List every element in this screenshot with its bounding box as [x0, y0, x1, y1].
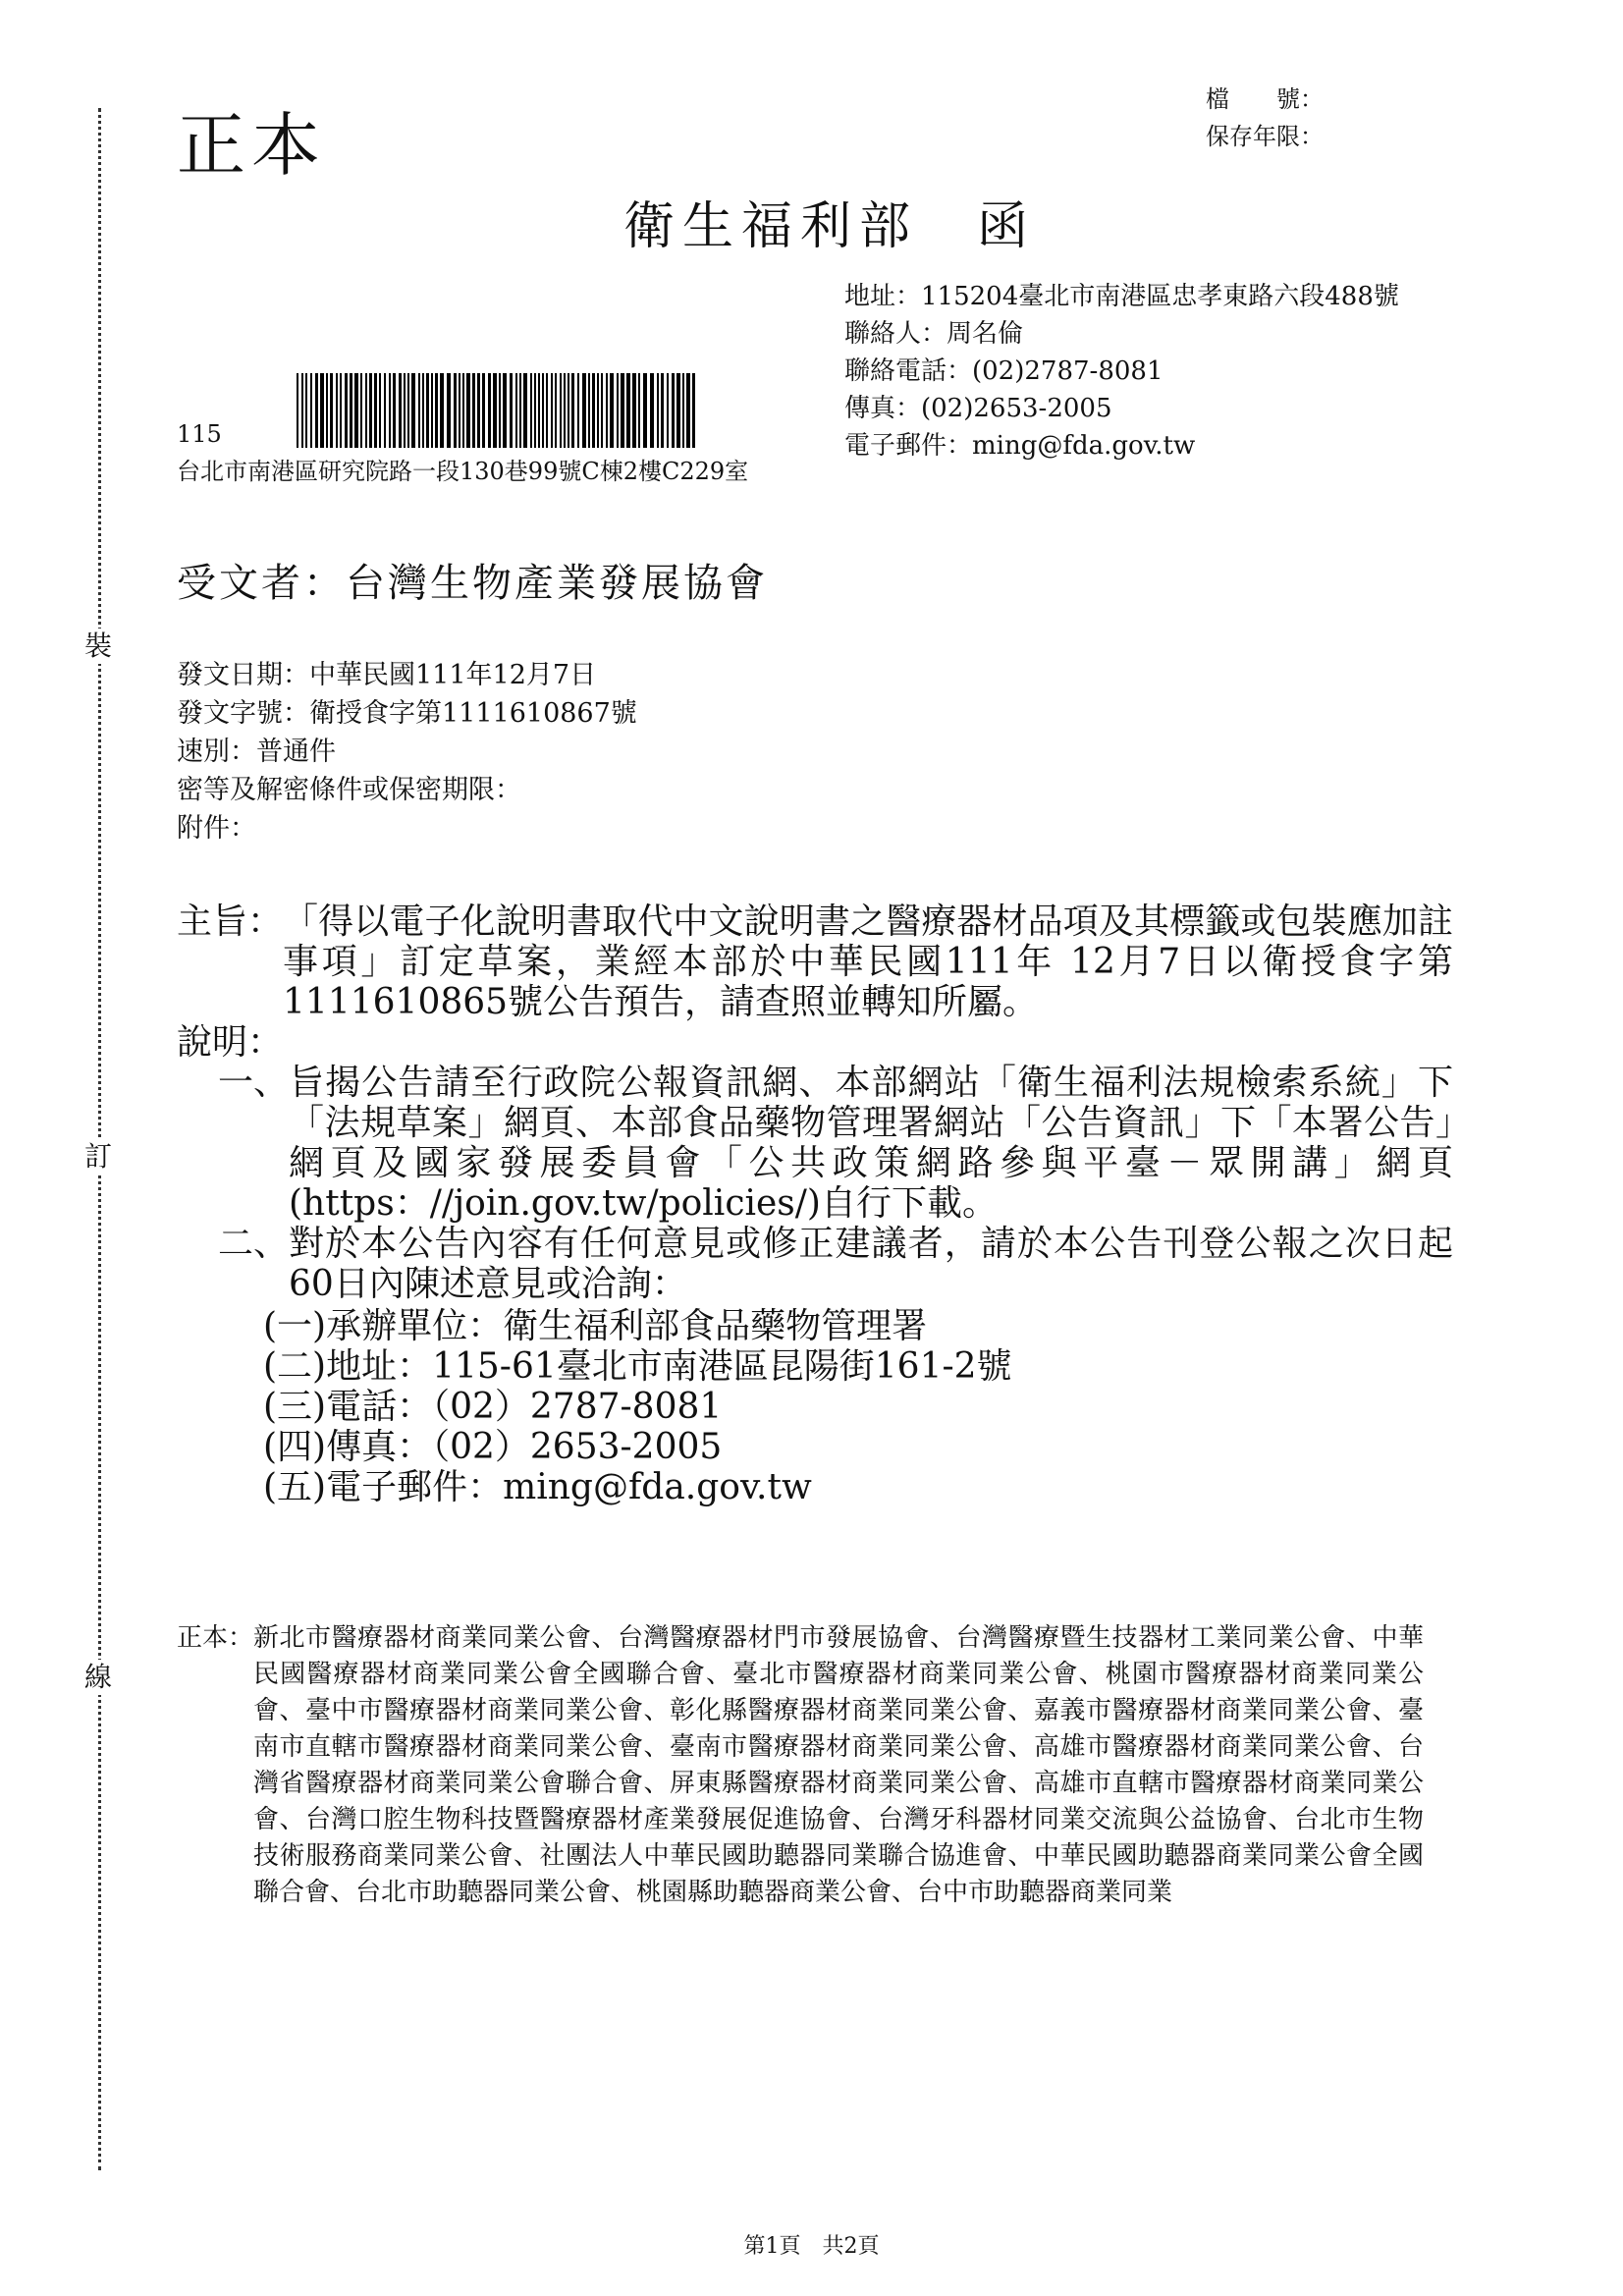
barcode-bar [301, 373, 303, 448]
barcode-bar [515, 373, 517, 448]
barcode-bar [350, 373, 352, 448]
barcode-bar [661, 373, 664, 448]
barcode-bar [360, 373, 362, 448]
barcode-bar [345, 373, 348, 448]
barcode-bar [676, 373, 680, 448]
sender-address: 地址：115204臺北市南港區忠孝東路六段488號 [844, 282, 1399, 311]
barcode-bar [534, 373, 536, 448]
barcode-bar [692, 373, 695, 448]
barcode-bar [601, 373, 603, 448]
document-meta [177, 656, 637, 847]
barcode-bar [477, 373, 480, 448]
sub-item-phone: (三)電話：（02）2787-8081 [263, 1387, 723, 1427]
barcode-bar [315, 373, 318, 448]
explanation-item-1 [177, 1063, 1453, 1224]
delivery-speed: 速別：普通件 [177, 737, 336, 767]
barcode-bar [393, 373, 396, 448]
barcode-bar [320, 373, 324, 448]
binding-mark-ding: 訂 [81, 1139, 116, 1175]
barcode-bar [407, 373, 409, 448]
copy-to-list: 新北市醫療器材商業同業公會、台灣醫療器材門市發展協會、台灣醫療暨生技器材工業同業公會、中華民國醫療器材商業同業公會全國聯合會、臺北市醫療器材商業同業公會、桃園市醫療器材商業同業公會、臺中市醫療器材商業同業公會、彰化縣醫療器材商業同業公會、嘉義市醫療器材商業同業公會、臺南市直轄市醫療器材商業同業公會、臺南市醫療器材商業同業公會、高雄市醫療器材商業同業公會、台灣省醫療器材商業同業公會聯合會、屏東縣醫療器材商業同業公會、高雄市直轄市醫療器材商業同業公會、台灣口腔生物科技暨醫療器材產業發展促進協會、台灣牙科器材同業交流與公益協會、台北市生物技術服務商業同業公會、社團法人中華民國助聽器同業聯合協進會、中華民國助聽器商業同業公會全國聯合會、台北市助聽器同業公會、桃園縣助聽器商業公會、台中市助聽器商業同業 [253, 1623, 1424, 1907]
barcode-bar [564, 373, 566, 448]
barcode-bar [472, 373, 475, 448]
document-title: 衛生福利部 函 [623, 197, 1037, 256]
contact-sub-list [177, 1306, 1453, 1507]
barcode-bar [369, 373, 372, 448]
file-info [1206, 81, 1324, 155]
barcode-bar [610, 373, 614, 448]
barcode-bar [418, 373, 420, 448]
barcode-bar [426, 373, 429, 448]
barcode-bar [686, 373, 690, 448]
barcode-bar [488, 373, 491, 448]
barcode-bar [617, 373, 619, 448]
copy-to-label: 正本： [177, 1623, 254, 1653]
recipient: 受文者：台灣生物產業發展協會 [177, 561, 768, 606]
file-number: 檔 號： [1206, 85, 1324, 113]
explanation-item-2 [177, 1224, 1453, 1304]
barcode-bar [530, 373, 532, 448]
barcode-bar [482, 373, 485, 448]
copy-type-label: 正本 [177, 105, 326, 186]
barcode-bar [560, 373, 562, 448]
retention-period: 保存年限： [1206, 123, 1324, 150]
barcode-bar [374, 373, 377, 448]
explanation-item-text: 對於本公告內容有任何意見或修正建議者，請於本公告刊登公報之次日起60日內陳述意見或洽詢： [289, 1224, 1453, 1304]
barcode-bar [336, 373, 338, 448]
document-number: 發文字號：衛授食字第1111610867號 [177, 698, 637, 729]
barcode-bar [447, 373, 451, 448]
barcode-bar [310, 373, 312, 448]
barcode-bar [555, 373, 557, 448]
barcode-bar [571, 373, 574, 448]
barcode-bar [305, 373, 307, 448]
explanation-item-number: 一、 [218, 1063, 290, 1103]
barcode-bar [621, 373, 624, 448]
page-number: 第1頁 共2頁 [743, 2234, 880, 2259]
barcode-bar [365, 373, 367, 448]
barcode-bar [440, 373, 444, 448]
barcode-bar [389, 373, 391, 448]
barcode-bar [551, 373, 553, 448]
recipient-postal-code: 115 [177, 420, 222, 448]
barcode-bar [499, 373, 501, 448]
recipient-address: 台北市南港區研究院路一段130巷99號C棟2樓C229室 [177, 458, 749, 485]
contact-fax: 傳真：(02)2653-2005 [844, 394, 1112, 423]
barcode-bar [326, 373, 328, 448]
binding-mark-xian: 線 [81, 1660, 116, 1695]
sub-item-unit: (一)承辦單位：衛生福利部食品藥物管理署 [263, 1306, 928, 1346]
barcode-bar [399, 373, 402, 448]
barcode-bar [538, 373, 540, 448]
barcode-bar [466, 373, 470, 448]
barcode-bar [606, 373, 608, 448]
barcode-bar [672, 373, 675, 448]
barcode-bar [592, 373, 595, 448]
copy-to-section [177, 1620, 1424, 1911]
barcode-bar [568, 373, 569, 448]
barcode-bar [632, 373, 636, 448]
barcode-bar [542, 373, 544, 448]
confidentiality: 密等及解密條件或保密期限： [177, 775, 521, 805]
letter-body [177, 902, 1453, 1507]
barcode-bar [422, 373, 424, 448]
issue-date: 發文日期：中華民國111年12月7日 [177, 660, 597, 690]
barcode-bar [379, 373, 381, 448]
barcode-bar [411, 373, 415, 448]
barcode-bar [523, 373, 527, 448]
sender-contact [844, 278, 1399, 465]
sub-item-address: (二)地址：115-61臺北市南港區昆陽街161-2號 [263, 1346, 1012, 1387]
subject-text: 「得以電子化說明書取代中文說明書之醫療器材品項及其標籤或包裝應加註事項」訂定草案，業經本部於中華民國111年 12月7日以衛授食字第1111610865號公告預告，請查照並轉知所屬。 [283, 902, 1453, 1022]
explanation-label: 說明： [177, 1022, 284, 1063]
barcode-bar [577, 373, 579, 448]
barcode-bar [546, 373, 548, 448]
explanation-item-text: 旨揭公告請至行政院公報資訊網、本部網站「衛生福利法規檢索系統」下「法規草案」網頁、本部食品藥物管理署網站「公告資訊」下「本署公告」網頁及國家發展委員會「公共政策網路參與平臺－眾開講」網頁(https：//join.gov.tw/policies/)自行下載。 [289, 1063, 1453, 1224]
barcode-bar [297, 373, 298, 448]
contact-email: 電子郵件：ming@fda.gov.tw [844, 431, 1196, 461]
barcode-image [295, 373, 697, 448]
barcode-bar [431, 373, 433, 448]
barcode-bar [657, 373, 659, 448]
barcode-bar [667, 373, 669, 448]
barcode-bar [503, 373, 507, 448]
contact-person: 聯絡人：周名倫 [844, 319, 1024, 349]
barcode-bar [354, 373, 358, 448]
sub-item-email: (五)電子郵件：ming@fda.gov.tw [263, 1467, 812, 1507]
explanation-heading [177, 1022, 1453, 1063]
barcode-bar [626, 373, 630, 448]
barcode-bar [493, 373, 497, 448]
attachment: 附件： [177, 813, 256, 844]
barcode-bar [650, 373, 654, 448]
barcode-bar [384, 373, 386, 448]
barcode-bar [462, 373, 464, 448]
binding-mark-zhuang: 裝 [81, 629, 116, 664]
barcode-bar [435, 373, 438, 448]
contact-phone: 聯絡電話：(02)2787-8081 [844, 356, 1163, 386]
barcode-bar [454, 373, 457, 448]
barcode-bar [330, 373, 333, 448]
barcode-bar [643, 373, 647, 448]
barcode-bar [597, 373, 599, 448]
sub-item-fax: (四)傳真：（02）2653-2005 [263, 1427, 723, 1467]
explanation-item-number: 二、 [218, 1224, 290, 1264]
barcode-bar [510, 373, 513, 448]
barcode-bar [404, 373, 406, 448]
barcode-bar [459, 373, 460, 448]
barcode-bar [588, 373, 590, 448]
subject-paragraph [177, 902, 1453, 1022]
barcode-bar [519, 373, 521, 448]
barcode-bar [582, 373, 586, 448]
barcode-bar [682, 373, 684, 448]
barcode-bar [638, 373, 640, 448]
subject-label: 主旨： [177, 902, 284, 942]
barcode-bar [340, 373, 342, 448]
